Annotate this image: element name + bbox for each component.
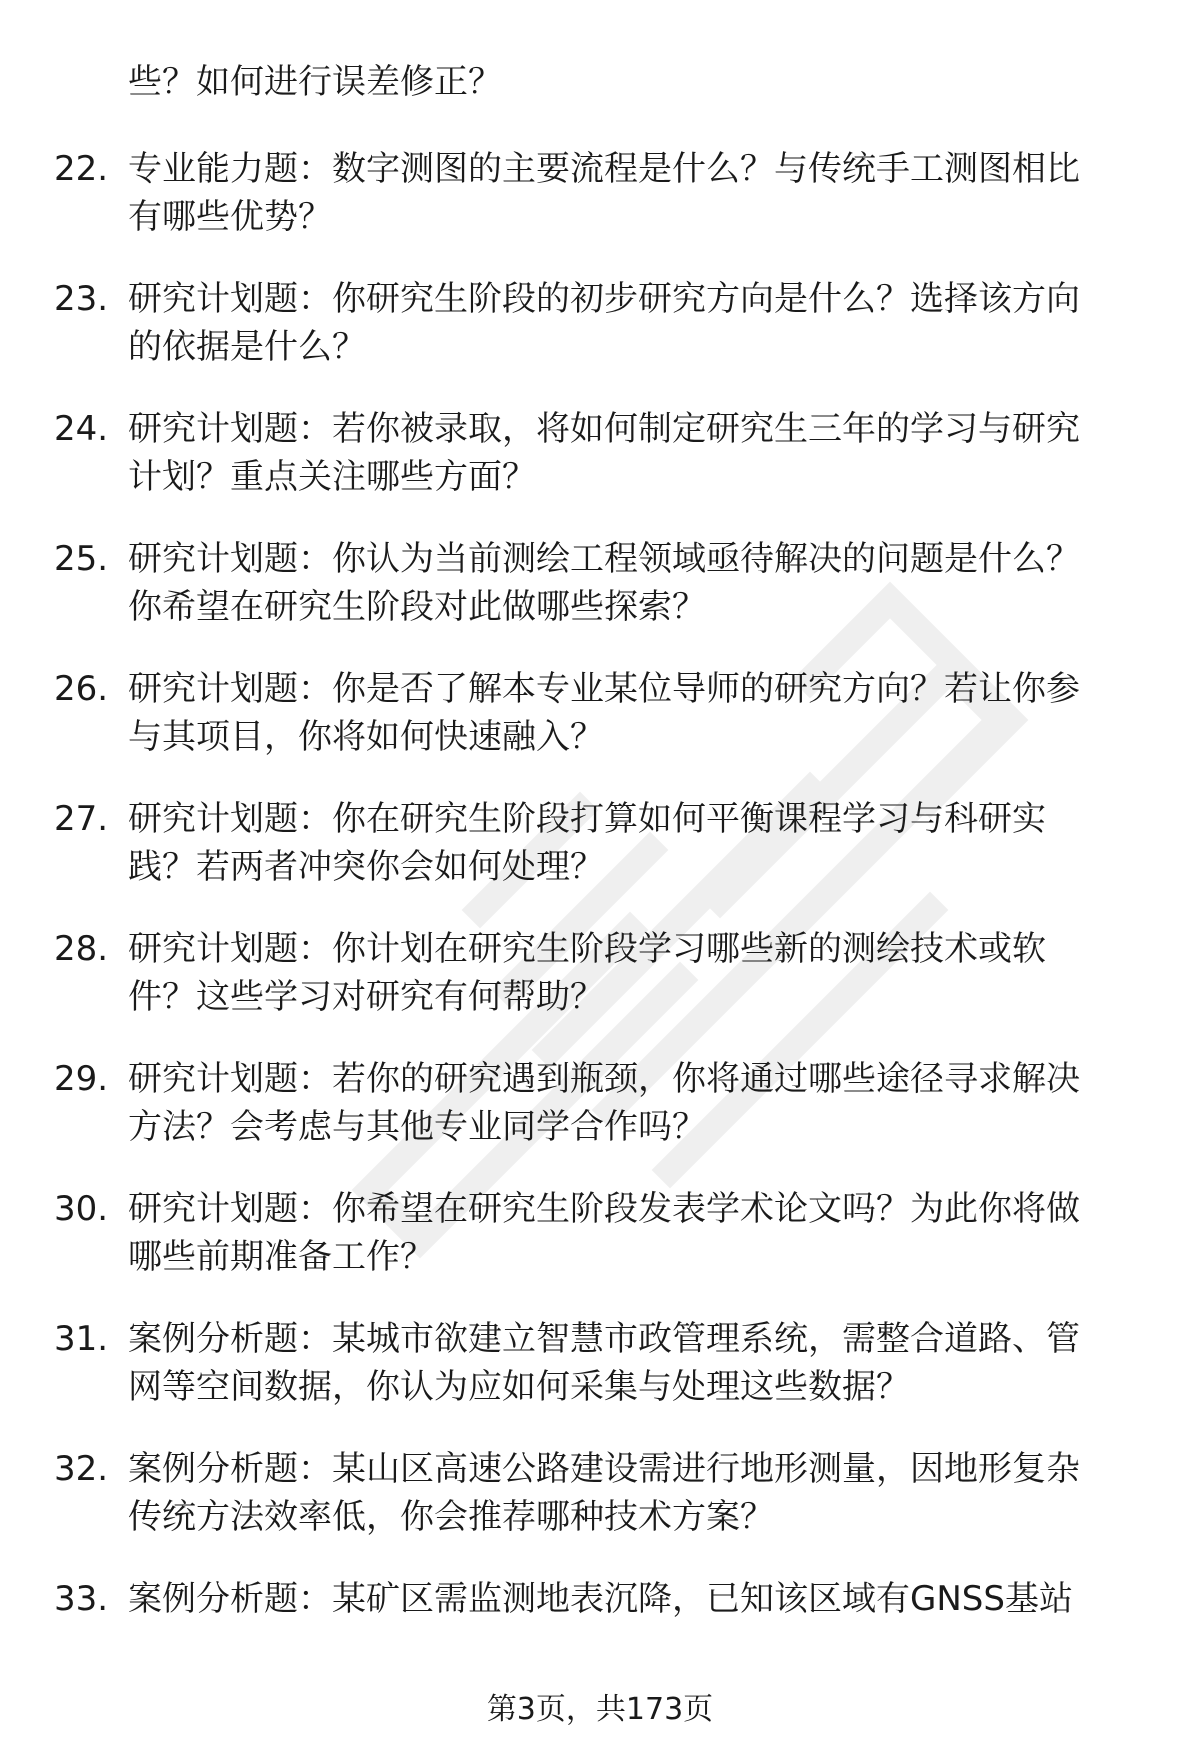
question-number: 29. <box>54 1059 109 1099</box>
question-text <box>128 1445 1138 1541</box>
question-text <box>128 275 1138 371</box>
question-line: 研究计划题：你希望在研究生阶段发表学术论文吗？为此你将做 <box>128 1189 1080 1229</box>
question-list <box>0 145 1200 1705</box>
question-line: 的依据是什么？ <box>128 327 366 367</box>
question-line: 研究计划题：若你被录取，将如何制定研究生三年的学习与研究 <box>128 409 1080 449</box>
question-line: 网等空间数据，你认为应如何采集与处理这些数据？ <box>128 1367 910 1407</box>
question-line: 研究计划题：你是否了解本专业某位导师的研究方向？若让你参 <box>128 669 1080 709</box>
question-item <box>0 795 1200 925</box>
question-item <box>0 275 1200 405</box>
question-line: 与其项目，你将如何快速融入？ <box>128 717 604 757</box>
question-item <box>0 535 1200 665</box>
question-text <box>128 1315 1138 1411</box>
question-item <box>0 1185 1200 1315</box>
question-item <box>0 1575 1200 1705</box>
question-line: 研究计划题：若你的研究遇到瓶颈，你将通过哪些途径寻求解决 <box>128 1059 1080 1099</box>
question-number: 30. <box>54 1189 109 1229</box>
question-number: 22. <box>54 149 109 189</box>
question-line: 研究计划题：你在研究生阶段打算如何平衡课程学习与科研实 <box>128 799 1046 839</box>
question-number: 32. <box>54 1449 109 1489</box>
question-item <box>0 665 1200 795</box>
question-item <box>0 405 1200 535</box>
question-text <box>128 795 1138 891</box>
question-text <box>128 1055 1138 1151</box>
question-number: 23. <box>54 279 109 319</box>
question-number: 25. <box>54 539 109 579</box>
question-item <box>0 1055 1200 1185</box>
question-number: 33. <box>54 1579 109 1619</box>
question-number: 27. <box>54 799 109 839</box>
question-text <box>128 405 1138 501</box>
question-item <box>0 145 1200 275</box>
question-line: 你希望在研究生阶段对此做哪些探索？ <box>128 587 706 627</box>
question-line: 方法？会考虑与其他专业同学合作吗？ <box>128 1107 706 1147</box>
question-line: 计划？重点关注哪些方面？ <box>128 457 536 497</box>
question-text <box>128 1575 1138 1623</box>
question-item <box>0 1315 1200 1445</box>
question-number: 26. <box>54 669 109 709</box>
question-number: 31. <box>54 1319 109 1359</box>
question-text <box>128 145 1138 241</box>
question-text <box>128 925 1138 1021</box>
question-line: 案例分析题：某山区高速公路建设需进行地形测量，因地形复杂 <box>128 1449 1080 1489</box>
question-line: 件？这些学习对研究有何帮助？ <box>128 977 604 1017</box>
question-text <box>128 1185 1138 1281</box>
question-line: 哪些前期准备工作？ <box>128 1237 434 1277</box>
question-number: 24. <box>54 409 109 449</box>
question-line: 传统方法效率低，你会推荐哪种技术方案？ <box>128 1497 774 1537</box>
question-number: 28. <box>54 929 109 969</box>
question-line: 有哪些优势？ <box>128 197 332 237</box>
question-text <box>128 535 1138 631</box>
page-number-footer: 第3页，共173页 <box>486 1692 714 1727</box>
question-line: 践？若两者冲突你会如何处理？ <box>128 847 604 887</box>
question-text <box>128 665 1138 761</box>
question-line: 案例分析题：某城市欲建立智慧市政管理系统，需整合道路、管 <box>128 1319 1080 1359</box>
question-item <box>0 925 1200 1055</box>
question-line: 研究计划题：你研究生阶段的初步研究方向是什么？选择该方向 <box>128 279 1080 319</box>
continued-question-text: 些？如何进行误差修正？ <box>128 62 502 102</box>
question-line: 案例分析题：某矿区需监测地表沉降，已知该区域有GNSS基站 <box>128 1579 1073 1619</box>
question-line: 专业能力题：数字测图的主要流程是什么？与传统手工测图相比 <box>128 149 1080 189</box>
question-line: 研究计划题：你认为当前测绘工程领域亟待解决的问题是什么？ <box>128 539 1080 579</box>
question-item <box>0 1445 1200 1575</box>
question-line: 研究计划题：你计划在研究生阶段学习哪些新的测绘技术或软 <box>128 929 1046 969</box>
